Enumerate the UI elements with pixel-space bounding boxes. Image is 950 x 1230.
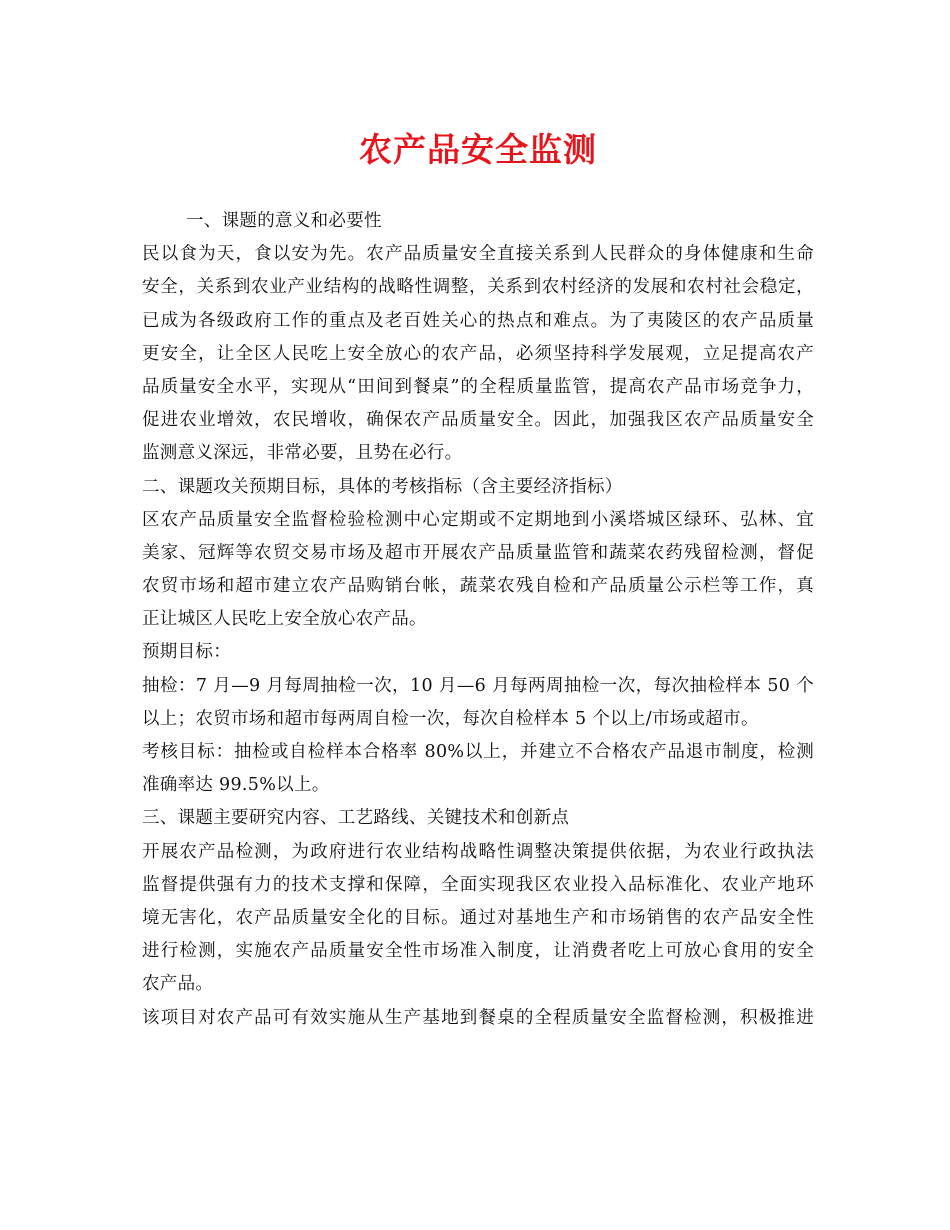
text-line: 二、课题攻关预期目标，具体的考核指标（含主要经济指标）	[142, 476, 623, 497]
document-page	[142, 0, 814, 1035]
text-line: 监测意义深远，非常必要，且势在必行。	[142, 443, 463, 464]
text-line: 考核目标：抽检或自检样本合格率 80%以上，并建立不合格农产品退市制度，检测	[142, 742, 814, 762]
text-line: 美家、冠辉等农贸交易市场及超市开展农产品质量监管和蔬菜农药残留检测，督促	[142, 542, 814, 563]
text-line: 以上；农贸市场和超市每两周自检一次，每次自检样本 5 个以上/市场或超市。	[142, 708, 759, 729]
text-line: 促进农业增效，农民增收，确保农产品质量安全。因此，加强我区农产品质量安全	[142, 410, 814, 431]
text-line: 区农产品质量安全监督检验检测中心定期或不定期地到小溪塔城区绿环、弘林、宜	[142, 509, 814, 530]
text-line: 民以食为天，食以安为先。农产品质量安全直接关系到人民群众的身体健康和生命	[142, 244, 814, 265]
text-line: 监督提供强有力的技术支撑和保障，全面实现我区农业投入品标准化、农业产地环	[142, 874, 814, 895]
text-line: 更安全，让全区人民吃上安全放心的农产品，必须坚持科学发展观，立足提高农产	[142, 343, 814, 364]
text-line: 开展农产品检测，为政府进行农业结构战略性调整决策提供依据，为农业行政执法	[142, 841, 814, 862]
text-line: 三、课题主要研究内容、工艺路线、关键技术和创新点	[142, 808, 570, 829]
text-line: 进行检测，实施农产品质量安全性市场准入制度，让消费者吃上可放心食用的安全	[142, 941, 814, 962]
text-line: 一、课题的意义和必要性	[186, 211, 382, 231]
text-line: 农贸市场和超市建立农产品购销台帐，蔬菜农残自检和产品质量公示栏等工作，真	[142, 576, 814, 597]
text-line: 预期目标：	[142, 642, 231, 663]
text-line: 准确率达 99.5%以上。	[142, 775, 330, 796]
text-line: 品质量安全水平，实现从“田间到餐桌”的全程质量监管，提高农产品市场竞争力，	[142, 376, 814, 397]
text-line: 正让城区人民吃上安全放心农产品。	[142, 609, 427, 630]
text-line: 安全，关系到农业产业结构的战略性调整，关系到农村经济的发展和农村社会稳定，	[142, 277, 814, 298]
text-line: 农产品。	[142, 974, 214, 995]
text-line: 抽检：7 月—9 月每周抽检一次，10 月—6 月每两周抽检一次，每次抽检样本 50 个	[142, 675, 814, 696]
text-line: 该项目对农产品可有效实施从生产基地到餐桌的全程质量安全监督检测，积极推进	[142, 1007, 814, 1028]
text-line: 已成为各级政府工作的重点及老百姓关心的热点和难点。为了夷陵区的农产品质量	[142, 310, 814, 331]
document-body	[142, 205, 814, 1035]
text-line: 境无害化，农产品质量安全化的目标。通过对基地生产和市场销售的农产品安全性	[142, 907, 814, 928]
document-title: 农产品安全监测	[359, 130, 597, 169]
